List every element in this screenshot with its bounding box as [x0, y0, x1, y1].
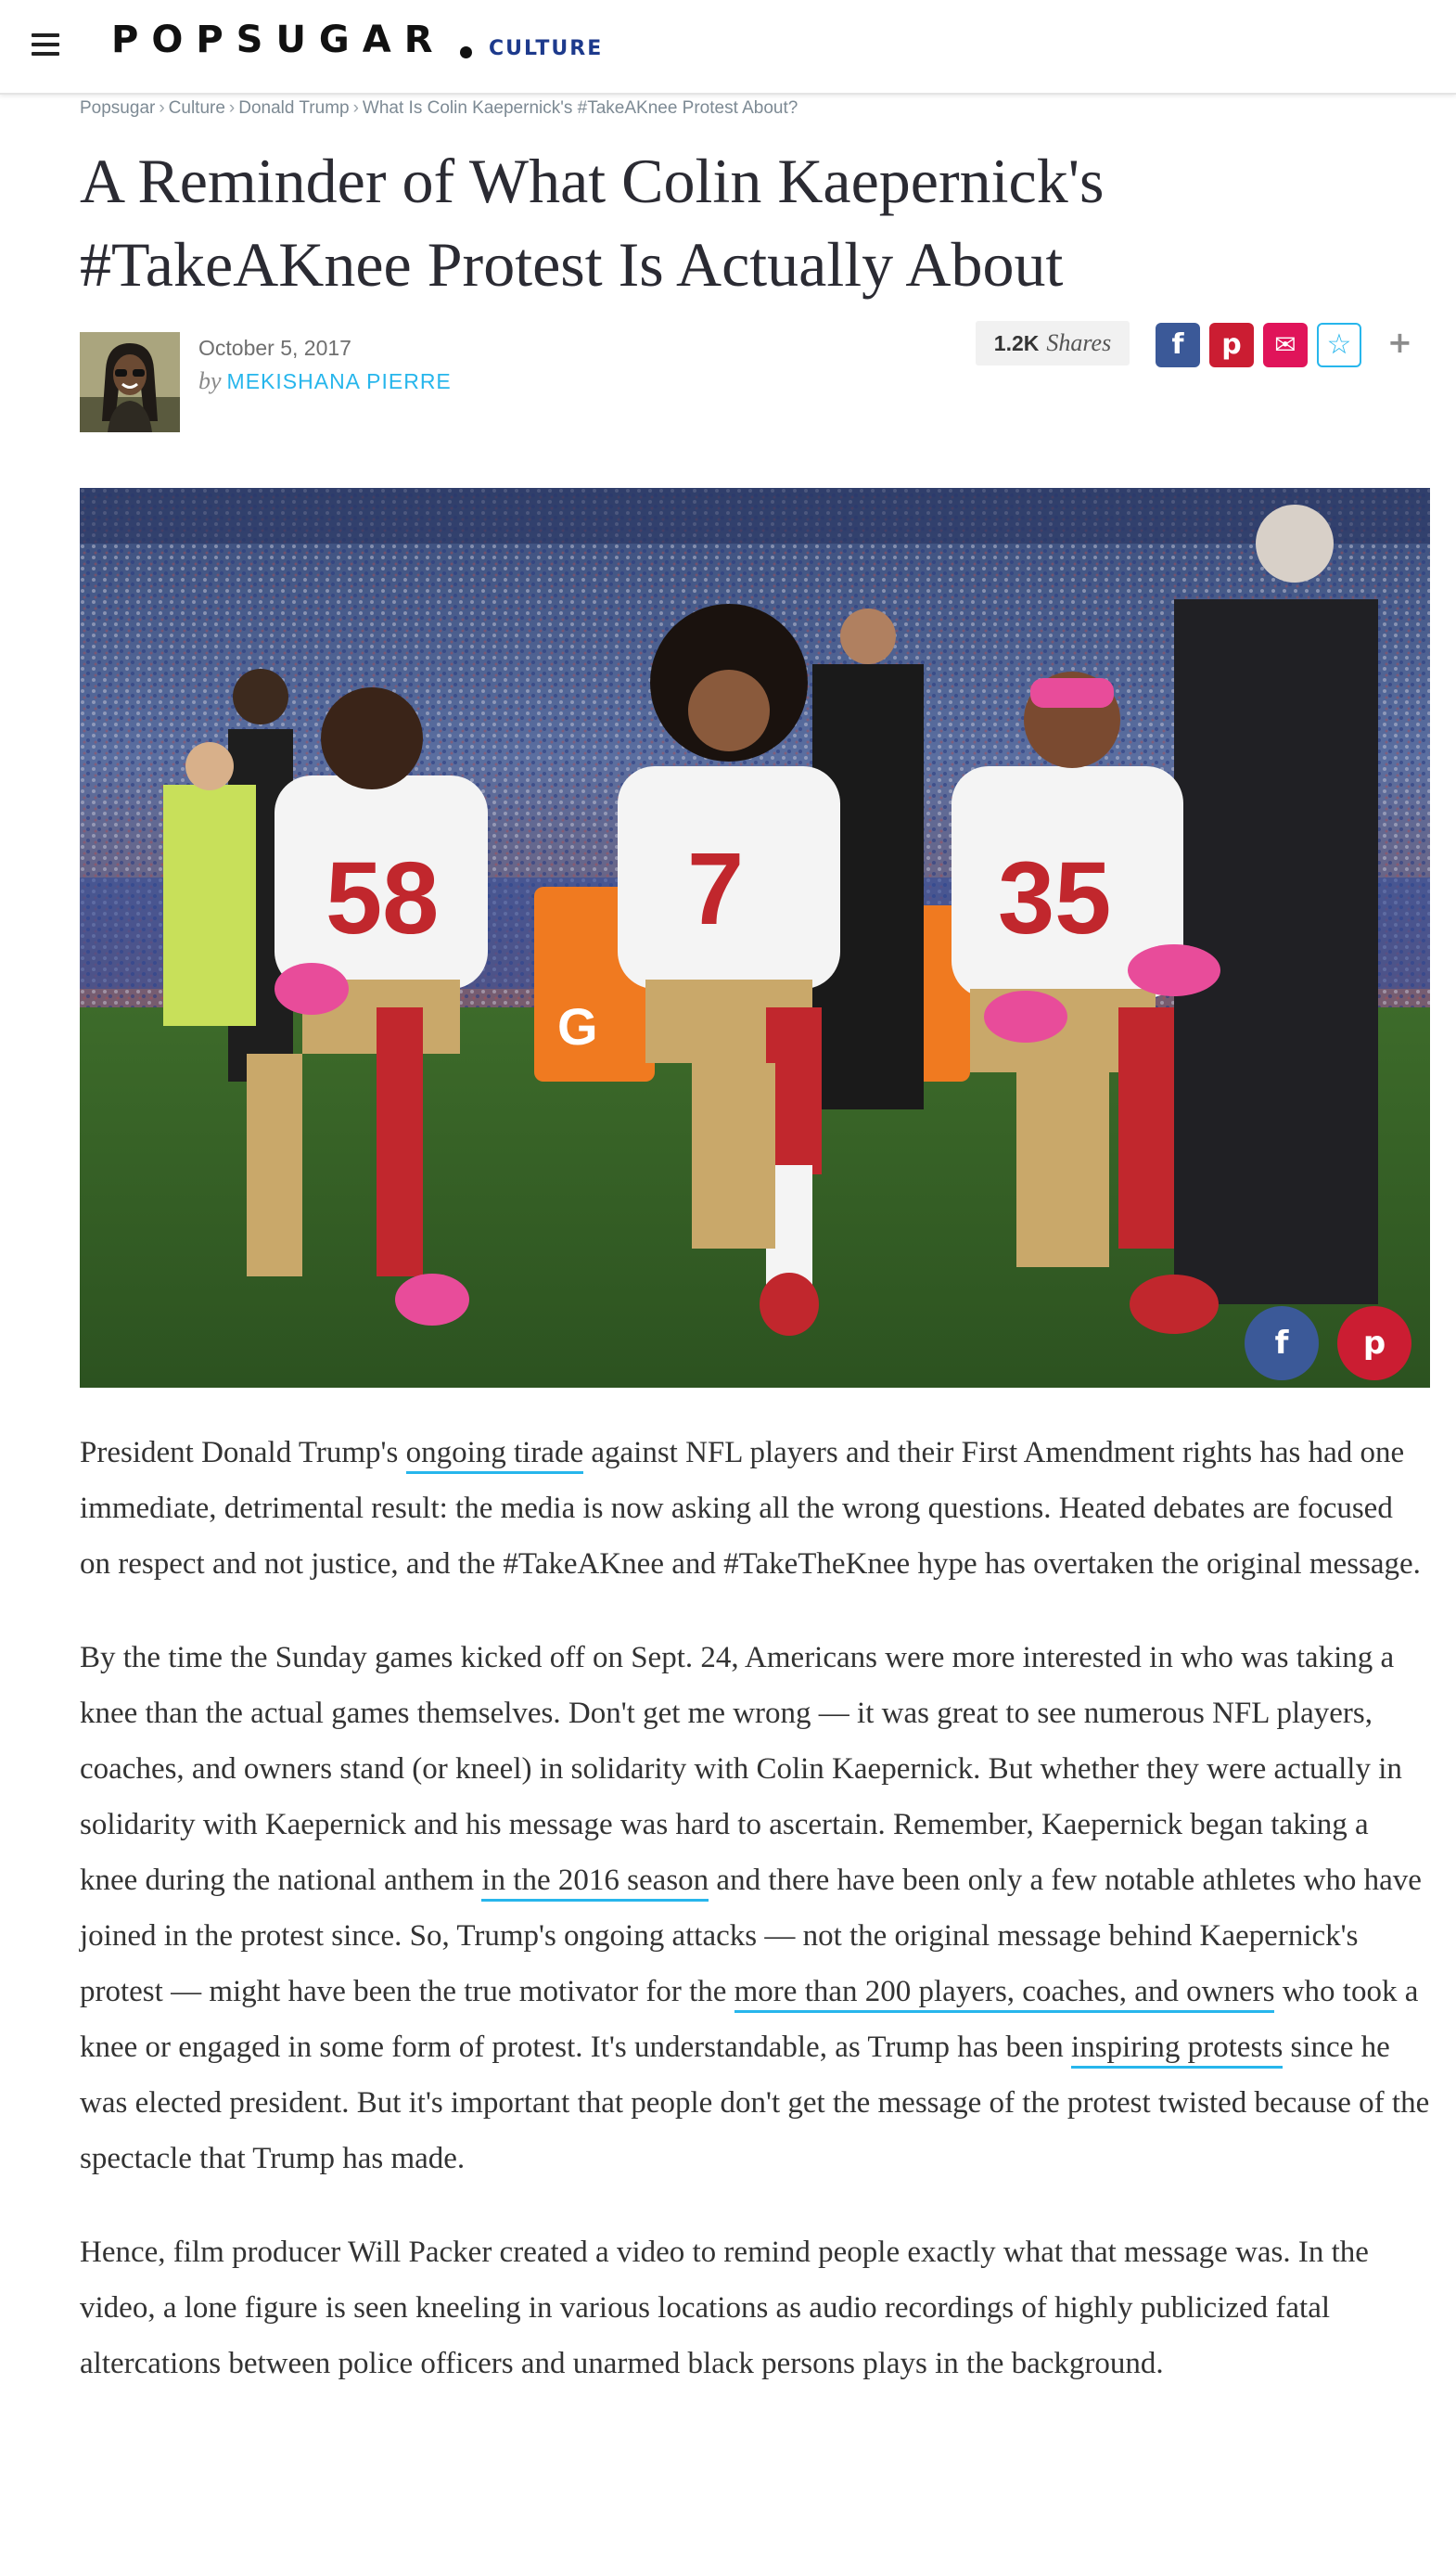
publish-date: October 5, 2017	[198, 336, 351, 360]
favorite-button[interactable]	[1317, 323, 1361, 367]
pinterest-icon: p	[1362, 1325, 1386, 1362]
paragraph-3: Hence, film producer Will Packer created a video to remind people exactly what that message was. In the video, a lone figure is seen kneeling in various locations as audio recordings of highly publicized fatal altercations between police officers and unarmed black persons plays in the background.	[80, 2236, 1369, 2380]
top-navigation-bar	[0, 0, 1456, 95]
author-avatar[interactable]	[80, 332, 180, 432]
star-icon: ☆	[1326, 328, 1352, 361]
email-share-button[interactable]	[1263, 323, 1308, 367]
breadcrumb-separator: ›	[228, 98, 236, 118]
breadcrumb-separator: ›	[352, 98, 359, 118]
hero-image-players-kneeling	[80, 488, 1430, 1388]
article-body	[80, 1425, 1430, 2429]
link-200-players[interactable]: more than 200 players, coaches, and owners	[734, 1975, 1275, 2013]
text-span: President Donald Trump's	[80, 1436, 406, 1469]
breadcrumb	[80, 98, 798, 119]
breadcrumb-item-culture[interactable]: Culture	[168, 98, 225, 118]
text-span: against NFL players and their First Amendment rights has had one immediate, detrimental result: the media is now asking all the wrong questions. Heated debates are focused on respect and not justice, and the #TakeAKnee and #TakeTheKnee hype has overtaken the original message.	[80, 1436, 1421, 1581]
text-span: since he was elected president. But it's important that people don't get the message of the protest twisted because of the spectacle that Trump has made.	[80, 2031, 1430, 2175]
section-label-culture[interactable]: CULTURE	[489, 37, 604, 60]
text-span: who took a knee or engaged in some form of protest. It's understandable, as Trump has been	[80, 1975, 1419, 2064]
author-link[interactable]: MEKISHANA PIERRE	[226, 369, 452, 393]
paragraph-2	[80, 1630, 1430, 2186]
more-share-options-button[interactable]: +	[1387, 325, 1412, 360]
pinterest-icon: p	[1221, 328, 1242, 361]
link-inspiring-protests[interactable]: inspiring protests	[1071, 2031, 1283, 2069]
svg-text:7: 7	[687, 832, 745, 946]
text-span: By the time the Sunday games kicked off on Sept. 24, Americans were more interested in who was taking a knee than the actual games themselves. Don't get me wrong — it was great to see numerous NFL players, coaches, and owners stand (or kneel) in solidarity with Colin Kaepernick. But whether they were actually in solidarity with Kaepernick and his message was hard to ascertain. Remember, Kaepernick began taking a knee during the national anthem	[80, 1641, 1402, 1897]
link-2016-season[interactable]: in the 2016 season	[481, 1864, 709, 1902]
link-ongoing-tirade[interactable]: ongoing tirade	[406, 1436, 584, 1474]
byline-prefix: by	[198, 367, 222, 394]
breadcrumb-item-current-article[interactable]: What Is Colin Kaepernick's #TakeAKnee Protest About?	[362, 98, 798, 118]
facebook-icon: f	[1171, 328, 1184, 361]
share-count	[976, 321, 1130, 365]
share-count-label: Shares	[1046, 329, 1112, 356]
breadcrumb-item-donald-trump[interactable]: Donald Trump	[238, 98, 350, 118]
breadcrumb-separator: ›	[159, 98, 165, 118]
popsugar-logo[interactable]: POPSUGAR	[111, 19, 446, 61]
facebook-icon: f	[1274, 1325, 1289, 1362]
article-title: A Reminder of What Colin Kaepernick's #TakeAKnee Protest Is Actually About	[80, 146, 1105, 300]
email-icon: ✉	[1274, 329, 1296, 360]
svg-text:G: G	[557, 997, 598, 1056]
byline	[198, 367, 452, 395]
facebook-share-button[interactable]	[1156, 323, 1200, 367]
image-facebook-share-button[interactable]	[1245, 1306, 1319, 1380]
breadcrumb-item-popsugar[interactable]: Popsugar	[80, 98, 156, 118]
text-span: and there have been only a few notable athletes who have joined in the protest since. So, Trump's ongoing attacks — not the original message behind Kaepernick's protest — might have been the true motivator for the	[80, 1864, 1422, 2008]
share-count-number: 1.2K	[993, 330, 1040, 355]
pinterest-share-button[interactable]	[1209, 323, 1254, 367]
logo-dot	[460, 46, 472, 58]
svg-text:35: 35	[998, 841, 1112, 955]
svg-text:58: 58	[326, 841, 440, 955]
image-pinterest-share-button[interactable]	[1337, 1306, 1411, 1380]
hamburger-menu-icon[interactable]	[32, 33, 59, 56]
paragraph-1	[80, 1425, 1430, 1592]
